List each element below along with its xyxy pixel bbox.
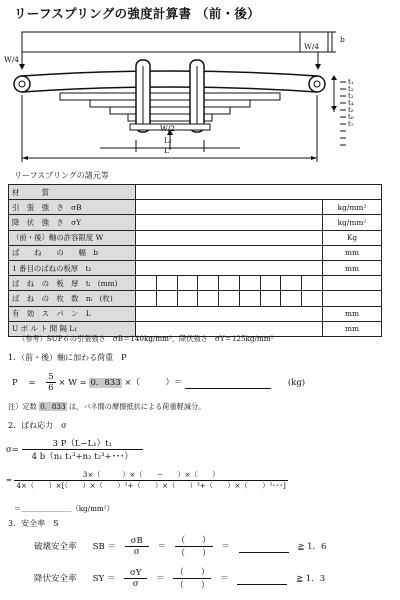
l1-label: L₁	[164, 136, 172, 145]
load-center-label: W/2	[160, 124, 176, 133]
equals-sign: ＝	[157, 542, 166, 552]
p-result-blank	[185, 378, 271, 389]
spec-name: 引 張 強 さ σB	[9, 200, 136, 215]
t7-label: t₇	[348, 120, 354, 128]
equals-sign: ＝	[156, 574, 165, 584]
spec-row-yield	[9, 215, 382, 230]
spec-cell	[260, 276, 281, 291]
spec-name: 材 質	[9, 185, 136, 200]
times-blank: ×（ ）＝	[124, 378, 183, 388]
break-filled-num: （ ）	[176, 536, 211, 546]
fraction-5-6	[46, 372, 55, 393]
break-safety-row	[34, 534, 326, 559]
equals-sign: =	[6, 475, 13, 485]
spec-row-count	[9, 291, 382, 306]
leaf-spring-diagram	[0, 0, 400, 180]
spec-row-tensile	[9, 200, 382, 215]
section3-heading: 3．安全率 S	[8, 519, 59, 528]
yield-filled-den: （ ）	[175, 581, 210, 591]
spec-name: ば ね の 幅 b	[9, 245, 136, 260]
spec-value	[136, 215, 323, 230]
spec-name: ば ね の 板 厚 tᵢ (mm)	[9, 276, 136, 291]
section2-formula2	[6, 470, 288, 491]
equals-sign: ＝	[220, 574, 229, 584]
l-label: L	[164, 146, 169, 155]
stress-result: ＝＿＿＿＿＿＿＿（kg/mm²）	[14, 504, 114, 513]
spec-cell	[323, 276, 382, 291]
equals-sign: ＝	[221, 542, 230, 552]
break-result-blank	[239, 542, 289, 553]
spec-unit: mm	[323, 306, 382, 321]
break-label: 破壊安全率	[34, 542, 77, 552]
reference-note: （参考）SUP６の引張強さ σB＝140kg/mm²，降伏強さ σY＝125kg/mm²	[18, 334, 274, 343]
spec-unit: kg/mm²	[323, 200, 382, 215]
equals-sign: =	[28, 378, 36, 388]
yield-compare: ≧ 1．3	[296, 574, 326, 584]
spec-row-material	[9, 185, 382, 200]
stress-denominator: 4 b（n₁ t₁³+n₂ t₂³+･･･）	[31, 452, 133, 462]
section2-heading: 2．ばね応力 σ	[8, 421, 67, 430]
spec-unit: mm	[323, 321, 382, 336]
spec-table	[8, 184, 382, 337]
t6-label: t₆	[348, 113, 354, 121]
spec-cell	[198, 276, 219, 291]
spec-unit: kg/mm²	[323, 215, 382, 230]
t3-label: t₃	[348, 92, 354, 100]
spec-unit: Kg	[323, 230, 382, 245]
spec-name: （前・後）軸の許容限度 W	[9, 230, 136, 245]
spec-cell	[239, 276, 260, 291]
spec-cell	[302, 291, 323, 306]
times-w: × W =	[58, 378, 87, 388]
spec-value	[136, 185, 382, 200]
t5-label: t₅	[348, 106, 354, 114]
yield-s: SY ＝	[92, 574, 116, 584]
p-symbol: P	[12, 378, 18, 388]
yield-numerator: σY	[124, 568, 147, 579]
filled-numerator: 3×（ ）×（ − ）×（ ）	[14, 470, 287, 481]
section1-heading: 1．（前・後）軸に加わる荷重 P	[8, 353, 127, 362]
break-fraction	[125, 536, 149, 557]
yield-denominator: σ	[132, 579, 139, 589]
section1-formula	[12, 372, 305, 393]
break-compare: ≧ 1．6	[297, 542, 327, 552]
spec-cell	[219, 276, 240, 291]
yield-filled-num: （ ）	[175, 568, 210, 578]
yield-result-blank	[237, 574, 287, 585]
spec-cell	[281, 291, 302, 306]
spec-value	[136, 306, 323, 321]
spec-name: U ボ ル ト 間 隔 L₁	[9, 321, 136, 336]
spec-cell	[136, 291, 157, 306]
stress-fraction-filled	[14, 470, 287, 491]
p-unit: (kg)	[287, 378, 306, 388]
t1-label: t₁	[348, 78, 354, 86]
reference-plate	[22, 32, 328, 52]
load-right-label: W/4	[304, 42, 320, 51]
spec-row-thickness	[9, 276, 382, 291]
spec-name: 1 番目のばねの板厚 t₁	[9, 260, 136, 275]
note-post: は，バネ間の摩擦抵抗による荷重軽減分。	[68, 402, 206, 411]
spec-name: 降 伏 強 さ σY	[9, 215, 136, 230]
break-s: SB ＝	[92, 542, 116, 552]
thickness-b-label: b	[340, 35, 345, 44]
t2-label: t₂	[348, 85, 354, 93]
yield-fraction-filled	[173, 566, 211, 591]
section1-note	[8, 402, 205, 412]
spec-cell	[219, 291, 240, 306]
yield-fraction	[124, 568, 147, 589]
filled-denominator: 4×（ ）×[（ ）×（ ）³+（ ）×（ ）³+（ ）×（ ）³･･･]	[16, 481, 286, 490]
spec-cell	[281, 276, 302, 291]
spec-row-span	[9, 306, 382, 321]
spec-cell	[302, 276, 323, 291]
stress-fraction	[22, 437, 143, 462]
spec-row-axle-limit	[9, 230, 382, 245]
yield-label: 降伏安全率	[34, 574, 77, 584]
page-title: リーフスプリングの強度計算書 （前・後）	[14, 6, 260, 21]
break-filled-den: （ ）	[176, 549, 211, 559]
spec-cell	[177, 276, 198, 291]
spec-row-first-thickness	[9, 260, 382, 275]
load-left-label: W/4	[4, 55, 20, 64]
sigma-symbol: σ=	[6, 445, 19, 455]
spec-value	[136, 260, 323, 275]
spec-name: ば ね の 枚 数 nᵢ (枚)	[9, 291, 136, 306]
spec-cell	[260, 291, 281, 306]
spec-cell	[239, 291, 260, 306]
spec-value	[136, 245, 323, 260]
spec-value	[136, 200, 323, 215]
break-numerator: σB	[125, 536, 149, 547]
fraction-denominator: 6	[48, 383, 54, 393]
spec-unit: mm	[323, 260, 382, 275]
yield-safety-row	[34, 566, 325, 591]
section2-formula1	[6, 437, 143, 462]
break-fraction-filled	[175, 534, 213, 559]
spec-cell	[177, 291, 198, 306]
note-pre: 注）定数	[8, 402, 37, 411]
spec-cell	[136, 276, 157, 291]
spec-cell	[323, 291, 382, 306]
break-denominator: σ	[133, 547, 140, 557]
spec-row-width	[9, 245, 382, 260]
t4-label: t₄	[348, 99, 354, 107]
spec-cell	[156, 276, 177, 291]
spec-value	[136, 230, 323, 245]
spec-cell	[198, 291, 219, 306]
spec-unit: mm	[323, 245, 382, 260]
fraction-numerator: 5	[48, 372, 54, 382]
stress-numerator: 3 P（L−L₁）t₁	[22, 437, 143, 450]
spec-cell	[156, 291, 177, 306]
spec-name: 有 効 ス パ ン L	[9, 306, 136, 321]
coefficient: 0．833	[90, 378, 121, 388]
spec-heading: リーフスプリングの諸元等	[14, 171, 109, 180]
note-coefficient: 0．833	[40, 402, 66, 411]
